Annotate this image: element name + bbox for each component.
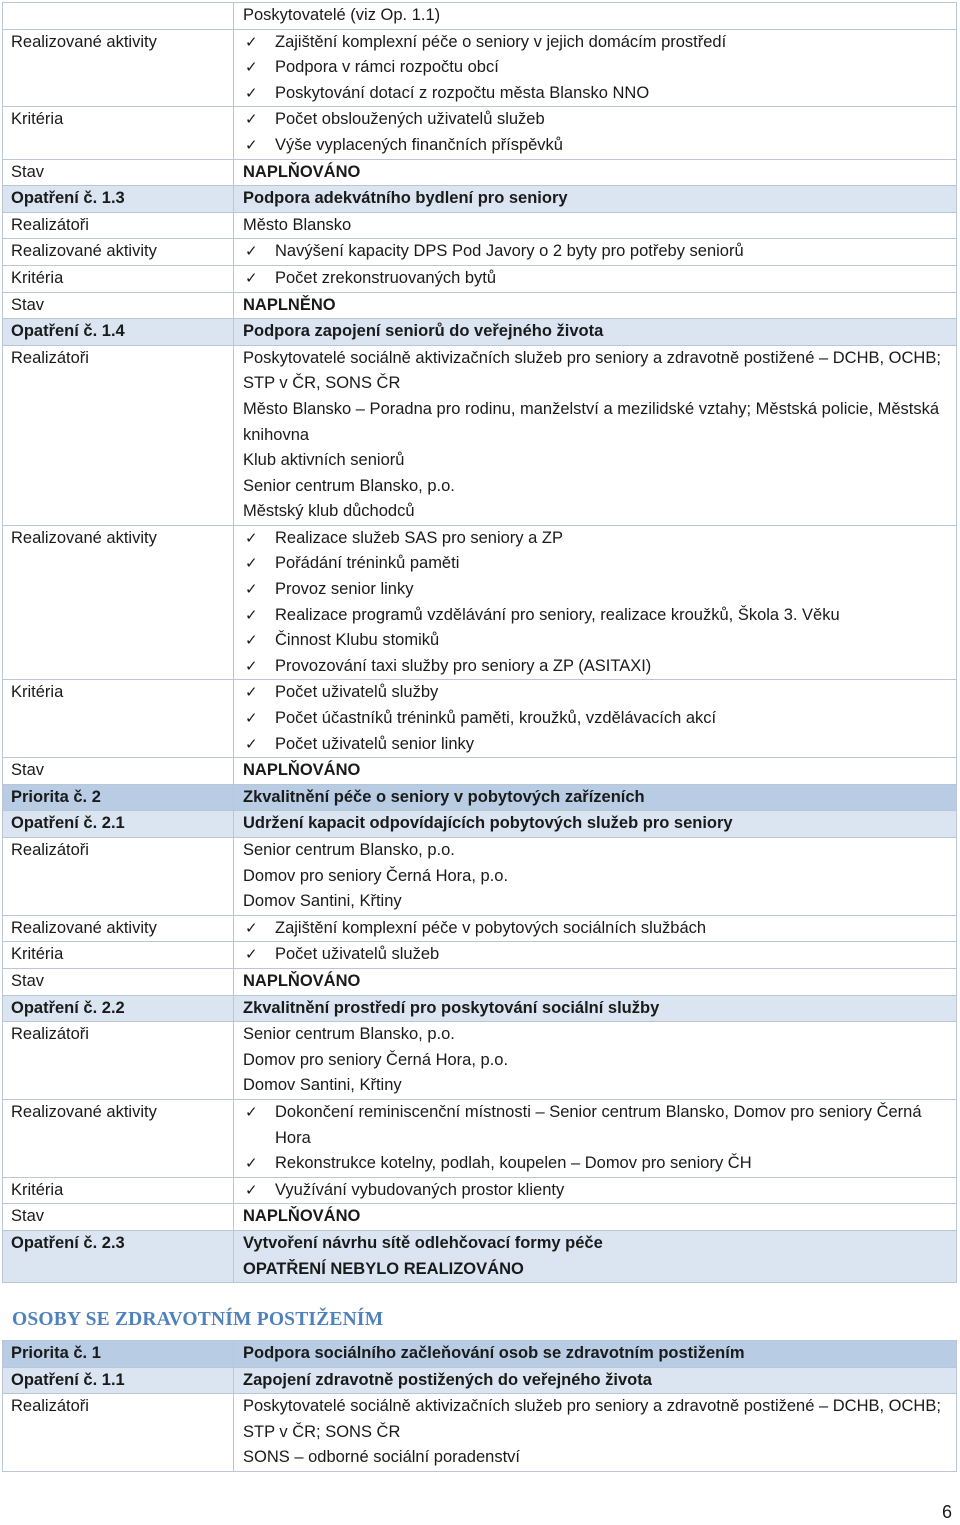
checklist-item <box>243 706 956 732</box>
checklist-item <box>243 680 956 706</box>
checklist-item-text: Realizace služeb SAS pro seniory a ZP <box>275 528 563 547</box>
checklist-item <box>243 30 956 56</box>
checkmark-icon: ✓ <box>245 1102 258 1121</box>
checkmark-icon: ✓ <box>245 918 258 937</box>
row-value <box>234 838 957 916</box>
row-label: Kritéria <box>3 107 234 159</box>
value-line: Klub aktivních seniorů <box>243 451 405 470</box>
strategy-table-seniors <box>2 2 957 1283</box>
checklist-item <box>243 526 956 552</box>
row-value <box>234 758 957 785</box>
row-value <box>234 1099 957 1177</box>
row-label: Stav <box>3 758 234 785</box>
checklist-item-text: Počet uživatelů služeb <box>275 945 440 964</box>
checklist-item <box>243 1100 956 1151</box>
table-row <box>3 1177 957 1204</box>
checklist-item-text: Realizace programů vzdělávání pro seniory, realizace kroužků, Škola 3. Věku <box>275 605 840 624</box>
row-value <box>234 265 957 292</box>
value-line: Domov Santini, Křtiny <box>243 892 402 911</box>
table-row <box>3 265 957 292</box>
checklist-item <box>243 81 956 107</box>
table-row <box>3 1230 957 1282</box>
row-title: Zkvalitnění péče o seniory v pobytových zařízeních <box>243 787 645 806</box>
row-value <box>234 995 957 1022</box>
table-row <box>3 345 957 525</box>
table-row <box>3 811 957 838</box>
row-label: Realizátoři <box>3 1394 234 1472</box>
checklist-item-text: Rekonstrukce kotelny, podlah, koupelen – Domov pro seniory ČH <box>275 1154 752 1173</box>
row-value <box>234 29 957 107</box>
section-heading: OSOBY SE ZDRAVOTNÍM POSTIŽENÍM <box>12 1309 384 1330</box>
row-title: Podpora adekvátního bydlení pro seniory <box>243 189 568 208</box>
row-value <box>234 239 957 266</box>
value-line: Městský klub důchodců <box>243 502 415 521</box>
table-row <box>3 1204 957 1231</box>
value-line: Město Blansko <box>243 215 352 234</box>
checkmark-icon: ✓ <box>245 580 258 599</box>
row-value <box>234 186 957 213</box>
row-label: Stav <box>3 1204 234 1231</box>
checklist-item-text: Počet uživatelů senior linky <box>275 734 475 753</box>
table-row <box>3 968 957 995</box>
checklist-item <box>243 942 956 968</box>
row-label: Stav <box>3 159 234 186</box>
table-row <box>3 1367 957 1394</box>
value-line: Poskytovatelé sociálně aktivizačních služeb pro seniory a zdravotně postižené – DCHB, OCHB; STP v ČR; SONS ČR <box>243 1397 941 1441</box>
checkmark-icon: ✓ <box>245 656 258 675</box>
row-value <box>234 1204 957 1231</box>
row-value <box>234 159 957 186</box>
checkmark-icon: ✓ <box>245 631 258 650</box>
table-row <box>3 1099 957 1177</box>
checkmark-icon: ✓ <box>245 110 258 129</box>
row-title: Podpora zapojení seniorů do veřejného života <box>243 322 604 341</box>
row-label: Kritéria <box>3 265 234 292</box>
checkmark-icon: ✓ <box>245 945 258 964</box>
checklist-item-text: Poskytování dotací z rozpočtu města Blansko NNO <box>275 83 650 102</box>
checkmark-icon: ✓ <box>245 242 258 261</box>
checklist-item <box>243 654 956 680</box>
row-value <box>234 107 957 159</box>
row-value <box>234 942 957 969</box>
row-label: Realizátoři <box>3 1022 234 1100</box>
checkmark-icon: ✓ <box>245 1180 258 1199</box>
row-value <box>234 345 957 525</box>
checklist-item-text: Výše vyplacených finančních příspěvků <box>275 135 563 154</box>
row-label: Realizované aktivity <box>3 915 234 942</box>
value-line: Domov pro seniory Černá Hora, p.o. <box>243 866 509 885</box>
checklist-item-text: Počet zrekonstruovaných bytů <box>275 268 497 287</box>
row-label: Kritéria <box>3 1177 234 1204</box>
row-value <box>234 968 957 995</box>
row-subtitle: OPATŘENÍ NEBYLO REALIZOVÁNO <box>243 1259 524 1278</box>
row-label: Priorita č. 2 <box>3 784 234 811</box>
row-label: Kritéria <box>3 942 234 969</box>
row-title: Udržení kapacit odpovídajících pobytových služeb pro seniory <box>243 814 733 833</box>
table-row <box>3 942 957 969</box>
checkmark-icon: ✓ <box>245 528 258 547</box>
value-line: Domov pro seniory Černá Hora, p.o. <box>243 1050 509 1069</box>
row-label: Stav <box>3 968 234 995</box>
value-line: SONS – odborné sociální poradenství <box>243 1448 520 1467</box>
checklist-item <box>243 133 956 159</box>
table-row <box>3 186 957 213</box>
checkmark-icon: ✓ <box>245 1154 258 1173</box>
row-value <box>234 1230 957 1282</box>
checkmark-icon: ✓ <box>245 268 258 287</box>
row-title: Zapojení zdravotně postižených do veřejného života <box>243 1370 652 1389</box>
checkmark-icon: ✓ <box>245 83 258 102</box>
checklist-item-text: Zajištění komplexní péče o seniory v jejich domácím prostředí <box>275 32 727 51</box>
table-row <box>3 319 957 346</box>
checklist-item-text: Provozování taxi služby pro seniory a ZP (ASITAXI) <box>275 656 652 675</box>
table-row <box>3 758 957 785</box>
row-label: Opatření č. 2.1 <box>3 811 234 838</box>
checkmark-icon: ✓ <box>245 58 258 77</box>
table-row <box>3 784 957 811</box>
row-value <box>234 1177 957 1204</box>
table-row <box>3 107 957 159</box>
table-row <box>3 838 957 916</box>
row-value <box>234 680 957 758</box>
row-value <box>234 525 957 680</box>
row-label: Opatření č. 2.2 <box>3 995 234 1022</box>
value-line: Město Blansko – Poradna pro rodinu, manželství a mezilidské vztahy; Městská policie, Městská knihovna <box>243 399 940 444</box>
row-label: Realizátoři <box>3 838 234 916</box>
table-row <box>3 29 957 107</box>
checklist-item-text: Navýšení kapacity DPS Pod Javory o 2 byty pro potřeby seniorů <box>275 242 744 261</box>
row-label: Realizované aktivity <box>3 29 234 107</box>
checklist-item <box>243 628 956 654</box>
checklist-item <box>243 603 956 629</box>
checklist-item <box>243 1151 956 1177</box>
checklist-item-text: Počet uživatelů služby <box>275 683 439 702</box>
checklist-item-text: Činnost Klubu stomiků <box>275 631 440 650</box>
checklist-item <box>243 551 956 577</box>
row-value <box>234 292 957 319</box>
value-line: NAPLŇOVÁNO <box>243 761 361 780</box>
value-line: Domov Santini, Křtiny <box>243 1076 402 1095</box>
row-label: Opatření č. 1.1 <box>3 1367 234 1394</box>
checkmark-icon: ✓ <box>245 605 258 624</box>
row-value <box>234 1394 957 1472</box>
value-line: Senior centrum Blansko, p.o. <box>243 476 455 495</box>
row-value <box>234 3 957 30</box>
checklist-item-text: Počet účastníků tréninků paměti, kroužků, vzdělávacích akcí <box>275 709 717 728</box>
table-row <box>3 525 957 680</box>
row-value <box>234 212 957 239</box>
table-row <box>3 212 957 239</box>
checkmark-icon: ✓ <box>245 32 258 51</box>
table-row <box>3 680 957 758</box>
value-line: NAPLNĚNO <box>243 295 336 314</box>
row-value <box>234 1022 957 1100</box>
value-line: Poskytovatelé (viz Op. 1.1) <box>243 6 441 24</box>
row-label: Opatření č. 1.3 <box>3 186 234 213</box>
checklist-item-text: Pořádání tréninků paměti <box>275 554 460 573</box>
row-title: Vytvoření návrhu sítě odlehčovací formy péče <box>243 1233 603 1252</box>
checklist-item <box>243 732 956 758</box>
table-row <box>3 3 957 30</box>
page-number: 6 <box>941 1502 952 1522</box>
row-label: Opatření č. 1.4 <box>3 319 234 346</box>
table-row <box>3 915 957 942</box>
checklist-item-text: Počet obsloužených uživatelů služeb <box>275 110 545 129</box>
value-line: Senior centrum Blansko, p.o. <box>243 1025 455 1044</box>
row-value <box>234 1367 957 1394</box>
value-line: NAPLŇOVÁNO <box>243 971 361 990</box>
checkmark-icon: ✓ <box>245 683 258 702</box>
row-label: Opatření č. 2.3 <box>3 1230 234 1282</box>
row-label: Realizované aktivity <box>3 239 234 266</box>
checklist-item-text: Dokončení reminiscenční místnosti – Senior centrum Blansko, Domov pro seniory Černá Hora <box>275 1102 922 1147</box>
checkmark-icon: ✓ <box>245 734 258 753</box>
row-label: Realizátoři <box>3 212 234 239</box>
table-row <box>3 995 957 1022</box>
value-line: Poskytovatelé sociálně aktivizačních služeb pro seniory a zdravotně postižené – DCHB, OCHB; STP v ČR, SONS ČR <box>243 348 941 393</box>
row-label: Realizované aktivity <box>3 1099 234 1177</box>
row-label: Priorita č. 1 <box>3 1341 234 1368</box>
table-row <box>3 159 957 186</box>
checklist-item-text: Podpora v rámci rozpočtu obcí <box>275 58 499 77</box>
table-row <box>3 1022 957 1100</box>
checklist-item <box>243 107 956 133</box>
checklist-item <box>243 1178 956 1204</box>
row-value <box>234 319 957 346</box>
checkmark-icon: ✓ <box>245 135 258 154</box>
table-row <box>3 239 957 266</box>
row-value <box>234 784 957 811</box>
row-label: Kritéria <box>3 680 234 758</box>
checklist-item <box>243 266 956 292</box>
checklist-item <box>243 577 956 603</box>
row-title: Podpora sociálního začleňování osob se zdravotním postižením <box>243 1344 745 1362</box>
row-label: Stav <box>3 292 234 319</box>
table-row <box>3 1394 957 1472</box>
checklist-item-text: Zajištění komplexní péče v pobytových sociálních službách <box>275 918 707 937</box>
checkmark-icon: ✓ <box>245 709 258 728</box>
checklist-item-text: Využívání vybudovaných prostor klienty <box>275 1180 565 1199</box>
value-line: NAPLŇOVÁNO <box>243 1207 361 1226</box>
row-value <box>234 811 957 838</box>
checklist-item <box>243 239 956 265</box>
checklist-item <box>243 55 956 81</box>
row-label: Realizátoři <box>3 345 234 525</box>
table-row <box>3 292 957 319</box>
checklist-item <box>243 916 956 942</box>
row-value <box>234 915 957 942</box>
row-title: Zkvalitnění prostředí pro poskytování sociální služby <box>243 998 660 1017</box>
checklist-item-text: Provoz senior linky <box>275 580 414 599</box>
row-value <box>234 1341 957 1368</box>
row-label: Realizované aktivity <box>3 525 234 680</box>
value-line: NAPLŇOVÁNO <box>243 162 361 181</box>
checkmark-icon: ✓ <box>245 554 258 573</box>
strategy-table-disabled <box>2 1340 957 1472</box>
value-line: Senior centrum Blansko, p.o. <box>243 841 455 859</box>
row-label <box>3 3 234 30</box>
table-row <box>3 1341 957 1368</box>
